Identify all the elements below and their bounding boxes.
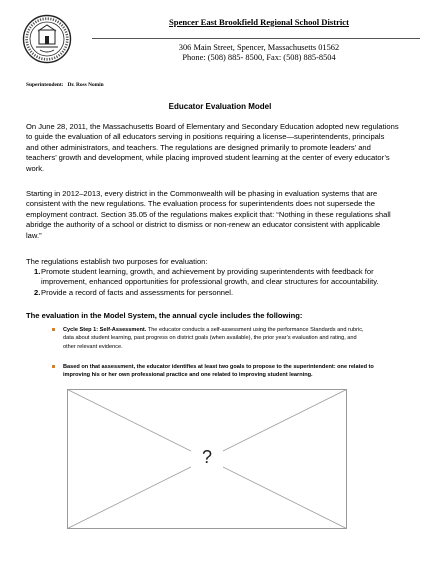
intro-paragraph	[26, 122, 422, 174]
paragraph-line: to guide the evaluation of all educators serving in positions requiring a license—superintendents, principals	[26, 132, 385, 142]
document-title: Educator Evaluation Model	[168, 102, 272, 111]
school-district-seal-icon	[22, 14, 72, 64]
district-name: Spencer East Brookfield Regional School District	[169, 17, 349, 27]
cycle-intro-heading: The evaluation in the Model System, the annual cycle includes the following:	[26, 311, 303, 320]
paragraph-line: and other administrators, and teachers. The regulations are designed primarily to promote leaders’ and	[26, 142, 371, 152]
superintendent-label: Superintendent:	[26, 82, 64, 88]
cycle-step-heading: Cycle Step 1: Self-Assessment.	[63, 327, 147, 333]
paragraph-line: abridge the authority of a school or district to dismiss or non-renew an educator consistent with applicable	[26, 220, 381, 230]
cycle-step-text: The educator conducts a self-assessment using the performance Standards and rubric,	[146, 327, 364, 333]
paragraph-line: employment contract. Section 35.05 of the regulations makes explicit that: “Nothing in these regulations shall	[26, 209, 391, 219]
list-item	[26, 267, 426, 288]
district-phone-fax: Phone: (508) 885- 8500, Fax: (508) 885-8504	[182, 53, 336, 62]
list-item-text: Provide a record of facts and assessments for personnel.	[41, 287, 234, 297]
cycle-step-text: other relevant evidence.	[63, 343, 123, 350]
list-number: 2.	[34, 287, 41, 297]
letterhead-divider	[92, 38, 420, 39]
paragraph-line: law.”	[26, 230, 42, 240]
cycle-step-line	[63, 326, 423, 334]
paragraph-line: teachers’ growth and development, while placing improved student learning at the center of every educator’s	[26, 153, 390, 163]
list-item-text: Promote student learning, growth, and achievement by providing superintendents with feedback for	[41, 267, 374, 276]
missing-image-placeholder	[67, 389, 347, 529]
district-address: 306 Main Street, Spencer, Massachusetts 01562	[178, 43, 340, 52]
paragraph-line: On June 28, 2011, the Massachusetts Board of Elementary and Secondary Education adopted new regulations	[26, 122, 399, 131]
cycle-step-text: data about student learning, past progress on district goals (when available), the prior year’s evaluation and rating, and	[63, 335, 357, 342]
purposes-intro: The regulations establish two purposes for evaluation:	[26, 257, 208, 266]
paragraph-line: consistent with the new regulations. The evaluation process for superintendents does not supersede the	[26, 199, 375, 209]
paragraph-line: Starting in 2012–2013, every district in the Commonwealth will be phasing in evaluation systems that are	[26, 189, 378, 198]
cycle-step-text: improving his or her own professional practice and one related to improving student learning.	[63, 372, 313, 379]
list-item-text: improvement, enhanced opportunities for professional growth, and clear structures for accountability.	[41, 277, 379, 287]
superintendent-name: Dr. Ross Nomin	[67, 82, 104, 88]
question-mark-icon: ?	[201, 447, 212, 467]
bullet-square-icon	[52, 328, 55, 331]
phasing-paragraph	[26, 189, 422, 241]
list-number: 1.	[34, 267, 41, 276]
list-item	[26, 288, 426, 298]
purposes-list	[26, 267, 426, 298]
cycle-step-goals	[63, 363, 423, 380]
superintendent-line	[26, 82, 108, 88]
paragraph-line: work.	[26, 163, 45, 173]
cycle-step-self-assessment	[63, 326, 423, 351]
cycle-step-text: Based on that assessment, the educator identifies at least two goals to propose to the superintendent: one related to	[63, 364, 374, 370]
bullet-square-icon	[52, 365, 55, 368]
